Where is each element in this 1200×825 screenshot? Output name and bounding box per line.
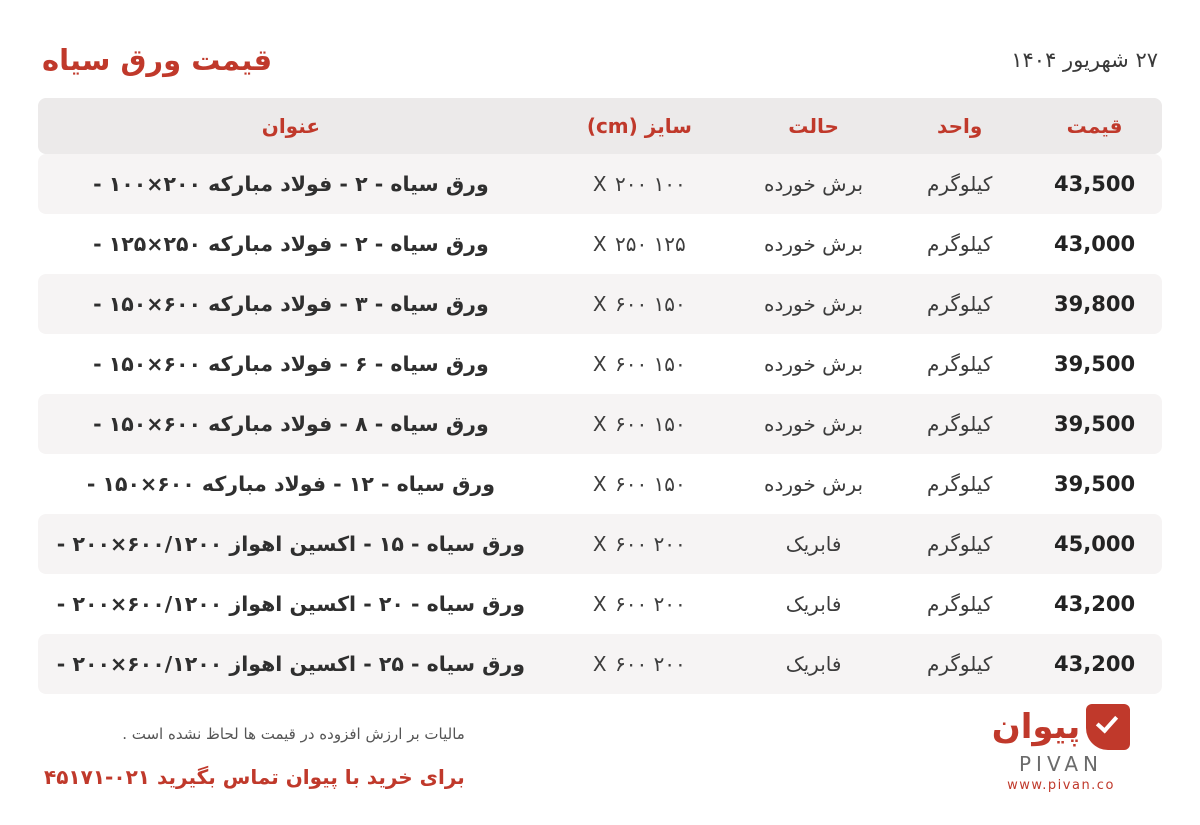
cell-title: ورق سیاه - ۶ - فولاد مبارکه ۶۰۰×۱۵۰ - [93,352,489,376]
column-header-size: سایز (cm) [544,98,735,154]
table-row [38,154,1162,214]
table-row [38,514,1162,574]
table-row [38,394,1162,454]
cell-unit: کیلوگرم [892,394,1027,454]
table-row [38,574,1162,634]
tax-note: مالیات بر ارزش افزوده در قیمت ها لحاظ نشده است . [122,725,465,743]
cell-unit: کیلوگرم [892,274,1027,334]
cell-size: ۲۰۰ X ۶۰۰ [592,592,686,616]
logo-top-row [992,704,1131,750]
cell-state: برش خورده [735,274,892,334]
cell-title: ورق سیاه - ۳ - فولاد مبارکه ۶۰۰×۱۵۰ - [38,274,544,334]
cell-unit: کیلوگرم [926,232,993,256]
cell-size: ۲۰۰ X ۶۰۰ [544,514,735,574]
column-header-title: عنوان [38,98,544,154]
cell-state: فابریک [785,592,842,616]
cell-price: 39,800 [1027,274,1162,334]
cell-state: برش خورده [764,352,864,376]
price-table [38,98,1162,694]
cell-title: ورق سیاه - ۱۵ - اکسین اهواز ۶۰۰/۱۲۰۰×۲۰۰ - [38,514,544,574]
cell-size: ۱۵۰ X ۶۰۰ [544,394,735,454]
cell-title: ورق سیاه - ۲۵ - اکسین اهواز ۶۰۰/۱۲۰۰×۲۰۰ - [38,634,544,694]
logo-wordmark-latin: PIVAN [1019,752,1104,776]
column-header-unit: واحد [892,98,1027,154]
cell-price: 43,500 [1027,154,1162,214]
cell-title: ورق سیاه - ۸ - فولاد مبارکه ۶۰۰×۱۵۰ - [38,394,544,454]
table-body [38,154,1162,694]
cell-unit: کیلوگرم [892,154,1027,214]
logo-wordmark-fa: پیوان [991,707,1081,747]
publish-date: ۲۷ شهریور ۱۴۰۴ [1011,48,1158,72]
cell-price: 43,200 [1027,634,1162,694]
cell-state: فابریک [735,634,892,694]
cell-state: برش خورده [735,154,892,214]
checkmark-pin-icon [1086,704,1130,750]
cell-size: ۱۰۰ X ۲۰۰ [544,154,735,214]
cell-price: 39,500 [1027,394,1162,454]
contact-line: برای خرید با پیوان تماس بگیرید ۰۲۱-۴۵۱۷۱ [44,765,465,789]
cell-title: ورق سیاه - ۲۰ - اکسین اهواز ۶۰۰/۱۲۰۰×۲۰۰ - [56,592,526,616]
price-table-wrapper [38,98,1162,694]
table-row [38,454,1162,514]
column-header-price: قیمت [1027,98,1162,154]
cell-state: برش خورده [764,472,864,496]
page-footer [38,704,1162,805]
cell-size: ۲۰۰ X ۶۰۰ [544,634,735,694]
cell-title: ورق سیاه - ۱۲ - فولاد مبارکه ۶۰۰×۱۵۰ - [86,472,495,496]
cell-unit: کیلوگرم [926,472,993,496]
table-row [38,334,1162,394]
cell-size: ۱۵۰ X ۶۰۰ [592,352,686,376]
logo-website-url[interactable]: www.pivan.co [1007,778,1115,793]
cell-title: ورق سیاه - ۲ - فولاد مبارکه ۲۰۰×۱۰۰ - [38,154,544,214]
table-row [38,214,1162,274]
cell-unit: کیلوگرم [892,634,1027,694]
table-header [38,98,1162,154]
cell-title: ورق سیاه - ۲ - فولاد مبارکه ۲۵۰×۱۲۵ - [93,232,489,256]
cell-size: ۱۵۰ X ۶۰۰ [592,472,686,496]
cell-size: ۱۵۰ X ۶۰۰ [544,274,735,334]
cell-unit: کیلوگرم [926,352,993,376]
cell-price: 39,500 [1054,472,1136,496]
footer-notes [44,725,465,793]
page-header [38,30,1162,90]
table-row [38,274,1162,334]
page-title: قیمت ورق سیاه [42,43,273,77]
cell-unit: کیلوگرم [892,514,1027,574]
cell-state: برش خورده [735,394,892,454]
cell-price: 45,000 [1027,514,1162,574]
cell-price: 43,200 [1054,592,1136,616]
table-row [38,634,1162,694]
company-logo[interactable] [966,704,1156,793]
column-header-state: حالت [735,98,892,154]
cell-state: برش خورده [764,232,864,256]
cell-unit: کیلوگرم [926,592,993,616]
cell-price: 43,000 [1054,232,1136,256]
cell-state: فابریک [735,514,892,574]
cell-price: 39,500 [1054,352,1136,376]
table-header-row [38,98,1162,154]
cell-size: ۱۲۵ X ۲۵۰ [592,232,686,256]
